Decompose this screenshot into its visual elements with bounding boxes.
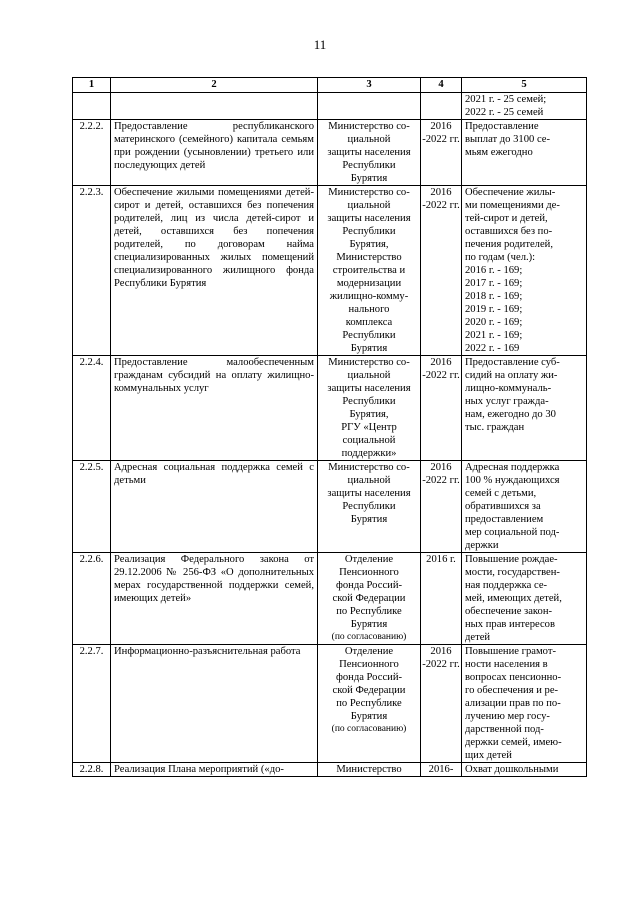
cell-line: предоставлением — [465, 514, 544, 525]
cell-line: Повышение грамот- — [465, 646, 556, 657]
implementation-period — [421, 356, 462, 461]
cell-line: Республики — [342, 226, 396, 237]
cell-line: 2016 — [430, 357, 452, 368]
cell-line: мьям ежегодно — [465, 147, 533, 158]
cell-line: ных прав интересов — [465, 619, 555, 630]
item-number: 2.2.4. — [73, 356, 111, 461]
cell-line: семей с детьми, — [465, 488, 537, 499]
cell-line: сидий на оплату жи- — [465, 370, 558, 381]
measure-description: Реализация Плана мероприятий («до- — [111, 763, 318, 777]
item-number: 2.2.5. — [73, 461, 111, 553]
measure-description: Информационно-разъяснительная работа — [111, 645, 318, 763]
measure-description — [111, 93, 318, 120]
measure-description: Предоставление малообеспеченным гражданам субсидий на оплату жилищно-коммунальных услуг — [111, 356, 318, 461]
cell-line: Предоставление — [465, 121, 539, 132]
implementation-period — [421, 553, 462, 645]
cell-line: Охват дошкольными — [465, 764, 559, 775]
cell-line: обратившихся за — [465, 501, 541, 512]
table-header-row — [73, 78, 587, 93]
cell-line: Республики — [342, 501, 396, 512]
cell-line: детей — [465, 632, 491, 643]
responsible-executor — [318, 356, 421, 461]
cell-line: 2018 г. - 169; — [465, 291, 523, 302]
cell-line: Министерство со- — [328, 462, 410, 473]
item-number — [73, 93, 111, 120]
table-row — [73, 763, 587, 777]
cell-line: по Республике — [336, 606, 402, 617]
cell-line: печения родителей, — [465, 239, 553, 250]
implementation-period — [421, 93, 462, 120]
cell-line: мости, государствен- — [465, 567, 560, 578]
table-row — [73, 356, 587, 461]
cell-line: 2022 г. - 169 — [465, 343, 520, 354]
cell-line: 2022 г. - 25 семей — [465, 107, 544, 118]
cell-line: оставшихся без по- — [465, 226, 553, 237]
cell-line: по годам (чел.): — [465, 252, 536, 263]
cell-line: ской Федерации — [332, 685, 406, 696]
cell-line: ности населения в — [465, 659, 548, 670]
cell-line: лучению мер госу- — [465, 711, 550, 722]
cell-line: циальной — [347, 200, 391, 211]
cell-line: Республики — [342, 160, 396, 171]
cell-line: мер социальной под- — [465, 527, 560, 538]
cell-line: Пенсионного — [339, 659, 399, 670]
cell-line: Министерство со- — [328, 357, 410, 368]
column-header: 3 — [318, 78, 421, 93]
cell-line: модернизации — [336, 278, 402, 289]
cell-line: 100 % нуждающихся — [465, 475, 560, 486]
executor-note: (по согласованию) — [331, 632, 407, 642]
item-number: 2.2.8. — [73, 763, 111, 777]
implementation-period — [421, 763, 462, 777]
cell-line: Республики — [342, 330, 396, 341]
cell-line: 2016 г. - 169; — [465, 265, 523, 276]
cell-line: Бурятия — [350, 173, 388, 184]
item-number: 2.2.3. — [73, 186, 111, 356]
cell-line: фонда Россий- — [335, 672, 403, 683]
cell-line: го обеспечения и ре- — [465, 685, 559, 696]
cell-line: дарственной под- — [465, 724, 544, 735]
cell-line: 2021 г. - 169; — [465, 330, 523, 341]
cell-line: циальной — [347, 370, 391, 381]
cell-line: циальной — [347, 134, 391, 145]
responsible-executor — [318, 461, 421, 553]
cell-line: 2019 г. - 169; — [465, 304, 523, 315]
table-row — [73, 120, 587, 186]
measure-description: Предоставление республиканского материнского (семейного) капитала семьям при рождении (усыновлении) третьего или последующих детей — [111, 120, 318, 186]
cell-line: защиты населения — [327, 383, 411, 394]
table-row — [73, 645, 587, 763]
measure-description: Обеспечение жилыми помещениями детей-сирот и детей, оставшихся без попечения родителей, лиц из числа детей-сирот и детей, оставшихся без попечения родителей, по договорам найма специализированных жилых помещений специализированного жилищного фонда Республики Бурятия — [111, 186, 318, 356]
cell-line: тыс. граждан — [465, 422, 525, 433]
column-header: 4 — [421, 78, 462, 93]
cell-line: 2016 — [430, 646, 452, 657]
cell-line: мей, имеющих детей, — [465, 593, 562, 604]
cell-line: ской Федерации — [332, 593, 406, 604]
cell-line: ализации прав по по- — [465, 698, 561, 709]
cell-line: Бурятия, — [349, 239, 389, 250]
cell-line: комплекса — [345, 317, 393, 328]
measures-table — [72, 77, 587, 777]
cell-line: обеспечение закон- — [465, 606, 553, 617]
measure-description: Реализация Федерального закона от 29.12.2006 № 256-ФЗ «О дополнительных мерах государственной поддержки семей, имеющих детей» — [111, 553, 318, 645]
item-number: 2.2.6. — [73, 553, 111, 645]
implementation-period — [421, 461, 462, 553]
item-number: 2.2.2. — [73, 120, 111, 186]
cell-line: 2020 г. - 169; — [465, 317, 523, 328]
cell-line: 2016 — [430, 187, 452, 198]
cell-line: Бурятия — [350, 619, 388, 630]
responsible-executor — [318, 645, 421, 763]
cell-line: 2016 — [430, 462, 452, 473]
cell-line: Министерство — [336, 252, 402, 263]
responsible-executor — [318, 763, 421, 777]
cell-line: защиты населения — [327, 213, 411, 224]
cell-line: защиты населения — [327, 488, 411, 499]
expected-result — [462, 120, 587, 186]
responsible-executor — [318, 120, 421, 186]
cell-line: -2022 гг. — [422, 659, 460, 670]
cell-line: Бурятия — [350, 711, 388, 722]
cell-line: Бурятия, — [349, 409, 389, 420]
cell-line: РГУ «Центр — [341, 422, 397, 433]
cell-line: лищно-коммуналь- — [465, 383, 552, 394]
expected-result — [462, 356, 587, 461]
cell-line: нам, ежегодно до 30 — [465, 409, 556, 420]
table-body — [73, 93, 587, 777]
cell-line: выплат до 3100 се- — [465, 134, 551, 145]
implementation-period — [421, 186, 462, 356]
cell-line: защиты населения — [327, 147, 411, 158]
cell-line: ная поддержка се- — [465, 580, 548, 591]
table-row — [73, 186, 587, 356]
cell-line: тей-сирот и детей, — [465, 213, 548, 224]
cell-line: Адресная поддержка — [465, 462, 560, 473]
cell-line: по Республике — [336, 698, 402, 709]
cell-line: поддержки» — [341, 448, 397, 459]
cell-line: вопросах пенсионно- — [465, 672, 562, 683]
expected-result — [462, 461, 587, 553]
responsible-executor — [318, 186, 421, 356]
cell-line: -2022 гг. — [422, 134, 460, 145]
cell-line: 2016 — [430, 121, 452, 132]
cell-line: держки — [465, 540, 499, 551]
cell-line: Министерство со- — [328, 121, 410, 132]
cell-line: 2021 г. - 25 семей; — [465, 94, 547, 105]
executor-note: (по согласованию) — [331, 724, 407, 734]
cell-line: социальной — [342, 435, 396, 446]
expected-result — [462, 645, 587, 763]
cell-line: -2022 гг. — [422, 200, 460, 211]
expected-result — [462, 763, 587, 777]
column-header: 2 — [111, 78, 318, 93]
cell-line: фонда Россий- — [335, 580, 403, 591]
expected-result — [462, 553, 587, 645]
cell-line: циальной — [347, 475, 391, 486]
item-number: 2.2.7. — [73, 645, 111, 763]
expected-result — [462, 186, 587, 356]
table-row — [73, 93, 587, 120]
table-row — [73, 461, 587, 553]
table-row — [73, 553, 587, 645]
cell-line: Бурятия — [350, 514, 388, 525]
implementation-period — [421, 645, 462, 763]
measure-description: Адресная социальная поддержка семей с детьми — [111, 461, 318, 553]
cell-line: 2016 г. — [426, 554, 456, 565]
cell-line: Повышение рождае- — [465, 554, 558, 565]
cell-line: 2016- — [428, 764, 454, 775]
cell-line: Бурятия — [350, 343, 388, 354]
cell-line: строительства и — [332, 265, 406, 276]
cell-line: щих детей — [465, 750, 512, 761]
responsible-executor — [318, 553, 421, 645]
cell-line: ных услуг гражда- — [465, 396, 549, 407]
cell-line: Отделение — [344, 646, 394, 657]
implementation-period — [421, 120, 462, 186]
cell-line: Предоставление суб- — [465, 357, 560, 368]
cell-line: Пенсионного — [339, 567, 399, 578]
cell-line: нального — [348, 304, 390, 315]
cell-line: -2022 гг. — [422, 370, 460, 381]
cell-line: Отделение — [344, 554, 394, 565]
cell-line: ми помещениями де- — [465, 200, 560, 211]
cell-line: Республики — [342, 396, 396, 407]
cell-line: жилищно-комму- — [329, 291, 409, 302]
cell-line: Министерство — [336, 764, 402, 775]
responsible-executor — [318, 93, 421, 120]
cell-line: держки семей, имею- — [465, 737, 562, 748]
cell-line: -2022 гг. — [422, 475, 460, 486]
cell-line: Министерство со- — [328, 187, 410, 198]
expected-result — [462, 93, 587, 120]
column-header: 1 — [73, 78, 111, 93]
column-header: 5 — [462, 78, 587, 93]
cell-line: Обеспечение жилы- — [465, 187, 556, 198]
cell-line: 2017 г. - 169; — [465, 278, 523, 289]
page-number: 11 — [313, 37, 327, 52]
